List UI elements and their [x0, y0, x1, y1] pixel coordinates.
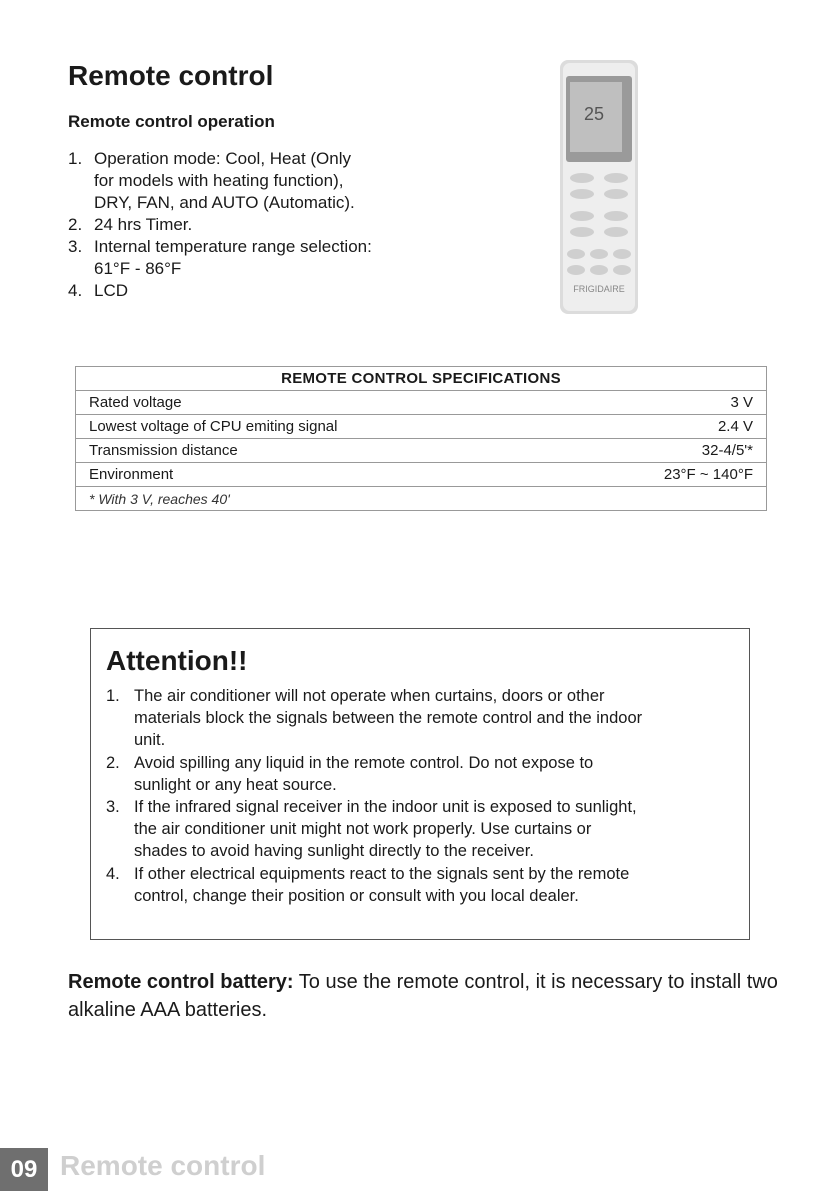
section-subtitle: Remote control operation [68, 112, 275, 131]
item-text: Internal temperature range selection: 61°F - 86°F [94, 237, 372, 278]
item-number: 2. [106, 753, 120, 772]
item-text: Operation mode: Cool, Heat (Only for models with heating function), DRY, FAN, and AUTO (Automatic). [94, 149, 355, 212]
table-row [76, 415, 767, 439]
table-row [76, 463, 767, 487]
item-number: 1. [68, 149, 83, 168]
battery-text: To use the remote control, it is necessary to install two alkaline AAA batteries. [68, 971, 778, 1021]
list-item [106, 752, 746, 796]
item-text: LCD [94, 281, 129, 300]
specifications-table [75, 366, 767, 511]
battery-lead: Remote control battery: [68, 971, 294, 993]
list-item [68, 280, 468, 302]
list-item [106, 863, 746, 907]
operation-list [68, 148, 468, 302]
spec-label: Environment [76, 463, 562, 487]
lcd-digits: 25 [583, 104, 605, 124]
page-number-badge: 09 [0, 1148, 48, 1191]
battery-paragraph [68, 968, 788, 1024]
item-text: Avoid spilling any liquid in the remote control. Do not expose to sunlight or any heat source. [134, 753, 594, 794]
item-text: If other electrical equipments react to the signals sent by the remote control, change their position or consult with you local dealer. [134, 864, 630, 905]
item-number: 3. [106, 798, 120, 817]
attention-box [90, 628, 750, 940]
table-header: REMOTE CONTROL SPECIFICATIONS [76, 367, 767, 391]
attention-list [106, 685, 746, 907]
spec-value: 23°F ~ 140°F [562, 463, 767, 487]
spec-value: 32-4/5'* [562, 439, 767, 463]
item-number: 4. [106, 864, 120, 883]
attention-title: Attention!! [106, 645, 248, 676]
table-row [76, 391, 767, 415]
item-number: 1. [106, 687, 120, 705]
remote-brand: FRIGIDAIRE [573, 284, 625, 294]
item-number: 2. [68, 215, 83, 234]
table-row [76, 439, 767, 463]
item-number: 3. [68, 237, 83, 256]
item-text: The air conditioner will not operate when curtains, doors or other materials block the signals between the remote control and the indoor unit. [134, 687, 643, 750]
spec-label: Lowest voltage of CPU emiting signal [76, 415, 562, 439]
spec-label: Transmission distance [76, 439, 562, 463]
remote-control-image [560, 60, 638, 314]
footer-section-title: Remote control [60, 1150, 266, 1181]
item-text: 24 hrs Timer. [94, 215, 193, 234]
spec-value: 2.4 V [562, 415, 767, 439]
item-text: If the infrared signal receiver in the indoor unit is exposed to sunlight, the air conditioner unit might not work properly. Use curtains or shades to avoid having sunlight directly to the receiver. [134, 798, 637, 861]
spec-footnote: * With 3 V, reaches 40' [76, 487, 767, 511]
list-item [68, 214, 468, 236]
list-item [68, 148, 468, 214]
spec-value: 3 V [562, 391, 767, 415]
list-item [68, 236, 468, 280]
spec-label: Rated voltage [76, 391, 562, 415]
item-number: 4. [68, 281, 83, 300]
list-item [106, 796, 746, 863]
list-item [106, 685, 746, 752]
page-title: Remote control [68, 60, 274, 91]
